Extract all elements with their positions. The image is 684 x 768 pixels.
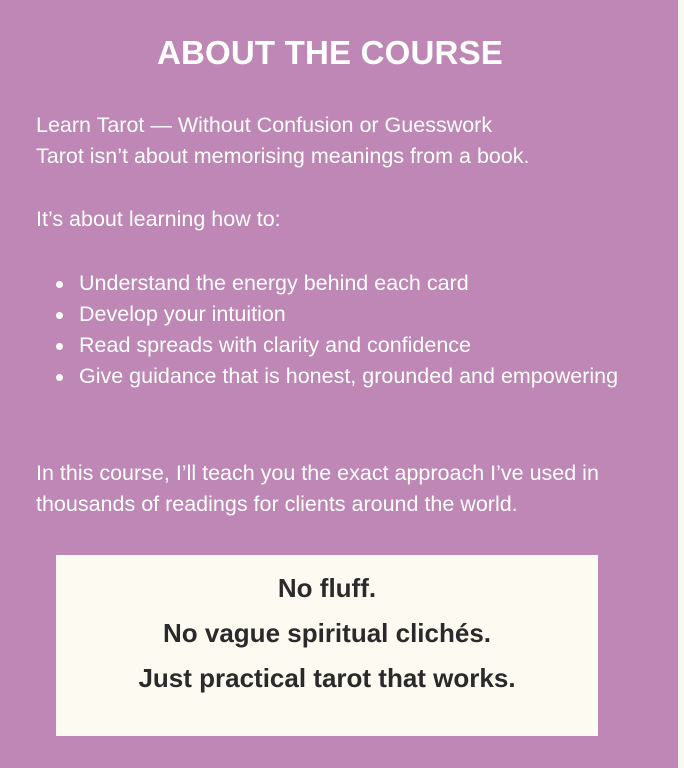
- callout-line-1: No fluff.: [277, 573, 377, 603]
- lead-in-text: It’s about learning how to:: [36, 207, 281, 231]
- list-item-text: Develop your intuition: [79, 302, 286, 326]
- callout-line-2: No vague spiritual clichés.: [163, 618, 491, 648]
- list-item: [36, 299, 656, 330]
- list-item-text: Read spreads with clarity and confidence: [79, 333, 471, 357]
- bullet-dot-icon: [56, 281, 63, 288]
- callout-box: [56, 555, 598, 736]
- closing-paragraph: In this course, I’ll teach you the exact approach I’ve used in thousands of readings for clients around the world.: [36, 461, 599, 516]
- intro-paragraph: [36, 110, 666, 172]
- list-item-text: Give guidance that is honest, grounded and empowering: [79, 364, 619, 388]
- intro-subline: Tarot isn’t about memorising meanings from a book.: [36, 144, 530, 168]
- bullet-dot-icon: [56, 312, 63, 319]
- list-item: [36, 268, 656, 299]
- bullet-dot-icon: [56, 343, 63, 350]
- list-item: [36, 361, 656, 392]
- bullet-dot-icon: [56, 374, 63, 381]
- skills-list: [36, 268, 656, 392]
- intro-headline: Learn Tarot — Without Confusion or Guesswork: [36, 113, 493, 137]
- callout-line-3: Just practical tarot that works.: [138, 663, 516, 693]
- list-item: [36, 330, 656, 361]
- section-title: ABOUT THE COURSE: [156, 34, 504, 71]
- page-edge: [678, 0, 684, 768]
- list-item-text: Understand the energy behind each card: [79, 271, 469, 295]
